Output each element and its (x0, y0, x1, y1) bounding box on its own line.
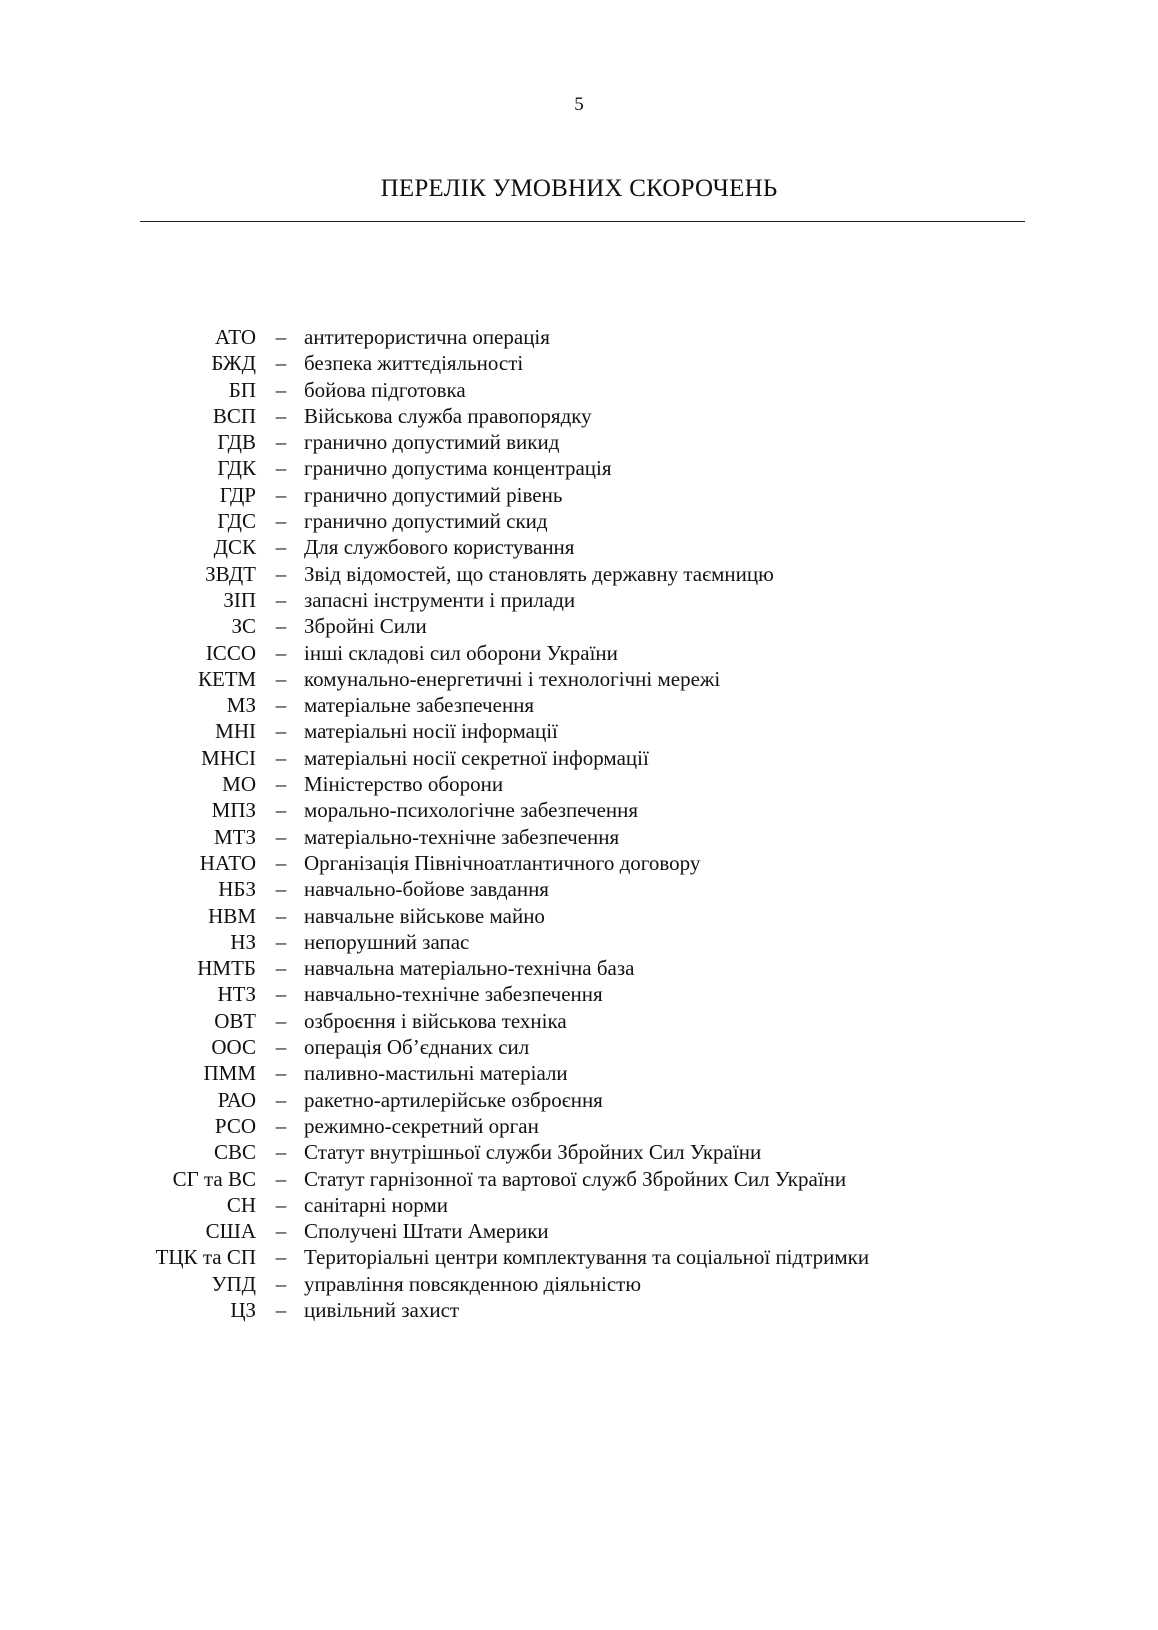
list-item (0, 1218, 1158, 1244)
separator-dash: – (275, 956, 287, 981)
abbreviation: НАТО (199, 850, 256, 875)
separator-dash: – (275, 772, 287, 797)
list-item (0, 1192, 1158, 1218)
separator-dash: – (275, 745, 287, 770)
list-item (0, 903, 1158, 929)
abbreviation-meaning: безпека життєдіяльності (304, 351, 524, 376)
list-item (0, 824, 1158, 850)
separator-dash: – (275, 824, 287, 849)
abbreviation-meaning: комунально-енергетичні і технологічні мережі (304, 666, 721, 691)
list-item (0, 692, 1158, 718)
abbreviation-meaning: управління повсякденною діяльністю (304, 1271, 642, 1296)
list-item (0, 455, 1158, 481)
list-item (0, 1271, 1158, 1297)
list-item (0, 1297, 1158, 1323)
separator-dash: – (275, 640, 287, 665)
list-item (0, 1139, 1158, 1165)
list-item (0, 745, 1158, 771)
abbreviation: РСО (214, 1113, 256, 1138)
separator-dash: – (275, 456, 287, 481)
abbreviation: НТЗ (217, 982, 256, 1007)
abbreviation: ЗІП (223, 587, 256, 612)
abbreviation: БП (228, 377, 256, 402)
abbreviation: ПММ (203, 1061, 256, 1086)
abbreviation: УПД (211, 1271, 256, 1296)
list-item (0, 429, 1158, 455)
separator-dash: – (275, 1087, 287, 1112)
separator-dash: – (275, 877, 287, 902)
abbreviation: ГДВ (217, 430, 256, 455)
abbreviation: НЗ (230, 929, 256, 954)
separator-dash: – (275, 719, 287, 744)
list-item (0, 929, 1158, 955)
separator-dash: – (275, 403, 287, 428)
list-item (0, 1244, 1158, 1270)
abbreviation: МНСІ (201, 745, 256, 770)
abbreviation: ЦЗ (230, 1297, 256, 1322)
list-item (0, 324, 1158, 350)
abbreviation-meaning: операція Об’єднаних сил (304, 1035, 530, 1060)
separator-dash: – (275, 666, 287, 691)
list-item (0, 876, 1158, 902)
abbreviation-meaning: інші складові сил оборони України (304, 640, 618, 665)
separator-dash: – (275, 693, 287, 718)
abbreviation: ЗВДТ (205, 561, 256, 586)
separator-dash: – (275, 1061, 287, 1086)
list-item (0, 482, 1158, 508)
abbreviation: НМТБ (197, 956, 256, 981)
abbreviation: ООС (211, 1035, 256, 1060)
separator-dash: – (275, 1113, 287, 1138)
list-item (0, 1060, 1158, 1086)
abbreviation-meaning: матеріальні носії інформації (304, 719, 558, 744)
list-item (0, 666, 1158, 692)
abbreviation-meaning: Військова служба правопорядку (304, 403, 592, 428)
list-item (0, 350, 1158, 376)
separator-dash: – (275, 351, 287, 376)
abbreviation-meaning: навчальна матеріально-технічна база (304, 956, 635, 981)
list-item (0, 534, 1158, 560)
abbreviation: МО (222, 772, 256, 797)
separator-dash: – (275, 1008, 287, 1033)
page-number: 5 (574, 94, 584, 115)
abbreviation-meaning: Організація Північноатлантичного договору (304, 850, 701, 875)
list-item (0, 771, 1158, 797)
abbreviation-meaning: ракетно-артилерійське озброєння (304, 1087, 603, 1112)
separator-dash: – (275, 614, 287, 639)
abbreviation: СГ та ВС (172, 1166, 256, 1191)
abbreviation-meaning: антитерористична операція (304, 325, 550, 349)
abbreviation: ГДР (219, 482, 256, 507)
abbreviation-meaning: Звід відомостей, що становлять державну таємницю (304, 561, 774, 586)
abbreviation-meaning: Для службового користування (304, 535, 575, 560)
abbreviation-meaning: навчальне військове майно (304, 903, 545, 928)
list-item (0, 1034, 1158, 1060)
list-item (0, 1113, 1158, 1139)
list-item (0, 561, 1158, 587)
abbreviation: МПЗ (211, 798, 256, 823)
list-item (0, 981, 1158, 1007)
abbreviation: ВСП (212, 403, 256, 428)
abbreviation-meaning: санітарні норми (304, 1192, 448, 1217)
abbreviation-meaning: запасні інструменти і прилади (304, 587, 576, 612)
abbreviation-meaning: гранично допустима концентрація (304, 456, 612, 481)
abbreviation: США (205, 1219, 256, 1244)
abbreviation-meaning: Статут внутрішньої служби Збройних Сил України (304, 1140, 762, 1165)
abbreviation: МНІ (215, 719, 256, 744)
abbreviation-meaning: паливно-мастильні матеріали (304, 1061, 568, 1086)
list-item (0, 587, 1158, 613)
abbreviation: РАО (217, 1087, 256, 1112)
abbreviation-meaning: матеріальне забезпечення (304, 693, 535, 718)
abbreviation: ІССО (205, 640, 256, 665)
abbreviation: СН (226, 1192, 256, 1217)
separator-dash: – (275, 509, 287, 534)
abbreviation-meaning: Збройні Сили (304, 614, 427, 639)
separator-dash: – (275, 1219, 287, 1244)
separator-dash: – (275, 1192, 287, 1217)
list-item (0, 718, 1158, 744)
separator-dash: – (275, 587, 287, 612)
abbreviation-meaning: матеріально-технічне забезпечення (304, 824, 620, 849)
abbreviation: НВМ (208, 903, 256, 928)
abbreviation: МЗ (226, 693, 256, 718)
abbreviation-meaning: бойова підготовка (304, 377, 466, 402)
separator-dash: – (275, 1166, 287, 1191)
abbreviation-meaning: Статут гарнізонної та вартової служб Збройних Сил України (304, 1166, 847, 1191)
separator-dash: – (275, 798, 287, 823)
abbreviation-meaning: режимно-секретний орган (304, 1113, 539, 1138)
abbreviation: ГДС (217, 509, 256, 534)
title-underline (140, 221, 1025, 222)
abbreviation-meaning: гранично допустимий рівень (304, 482, 563, 507)
separator-dash: – (275, 929, 287, 954)
abbreviation: БЖД (211, 351, 256, 376)
abbreviation: МТЗ (213, 824, 256, 849)
list-item (0, 1166, 1158, 1192)
abbreviation: СВС (213, 1140, 256, 1165)
abbreviation: АТО (214, 325, 256, 349)
abbreviation-meaning: непорушний запас (304, 929, 470, 954)
abbreviation-meaning: Сполучені Штати Америки (304, 1219, 549, 1244)
separator-dash: – (275, 1245, 287, 1270)
separator-dash: – (275, 1140, 287, 1165)
abbreviation: ТЦК та СП (155, 1245, 256, 1270)
abbreviation: ГДК (217, 456, 256, 481)
abbreviation-meaning: Міністерство оборони (304, 772, 504, 797)
list-item (0, 640, 1158, 666)
list-item (0, 1087, 1158, 1113)
list-item (0, 1008, 1158, 1034)
list-item (0, 955, 1158, 981)
list-item (0, 403, 1158, 429)
abbreviation: ЗС (231, 614, 256, 639)
separator-dash: – (275, 377, 287, 402)
abbreviation-meaning: Територіальні центри комплектування та соціальної підтримки (304, 1245, 870, 1270)
separator-dash: – (275, 850, 287, 875)
separator-dash: – (275, 1035, 287, 1060)
separator-dash: – (275, 903, 287, 928)
abbreviation: ОВТ (214, 1008, 256, 1033)
separator-dash: – (275, 1297, 287, 1322)
abbreviation-meaning: гранично допустимий викид (304, 430, 560, 455)
separator-dash: – (275, 535, 287, 560)
page-title: ПЕРЕЛІК УМОВНИХ СКОРОЧЕНЬ (380, 175, 778, 202)
list-item (0, 508, 1158, 534)
abbreviation-meaning: гранично допустимий скид (304, 509, 548, 534)
abbreviation-meaning: озброєння і військова техніка (304, 1008, 567, 1033)
separator-dash: – (275, 482, 287, 507)
abbreviation-meaning: морально-психологічне забезпечення (304, 798, 639, 823)
abbreviation-meaning: цивільний захист (304, 1297, 460, 1322)
abbreviation-meaning: матеріальні носії секретної інформації (304, 745, 649, 770)
separator-dash: – (275, 561, 287, 586)
abbreviation-meaning: навчально-технічне забезпечення (304, 982, 603, 1007)
abbreviation: ДСК (213, 535, 256, 560)
separator-dash: – (275, 325, 287, 349)
abbreviation-list (0, 324, 1158, 1323)
separator-dash: – (275, 982, 287, 1007)
abbreviation: НБЗ (218, 877, 256, 902)
abbreviation-meaning: навчально-бойове завдання (304, 877, 549, 902)
list-item (0, 613, 1158, 639)
list-item (0, 850, 1158, 876)
list-item (0, 797, 1158, 823)
list-item (0, 377, 1158, 403)
abbreviation: КЕТМ (197, 666, 256, 691)
separator-dash: – (275, 430, 287, 455)
separator-dash: – (275, 1271, 287, 1296)
